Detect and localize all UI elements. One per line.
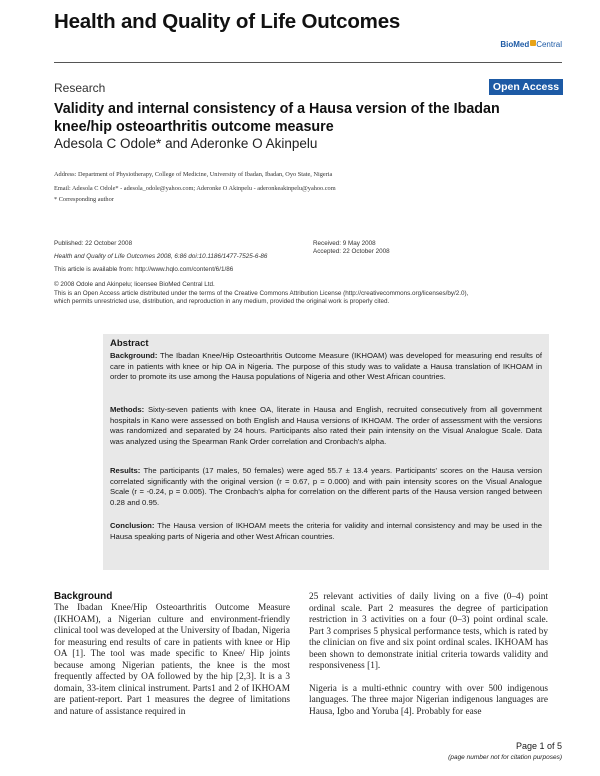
section-label: Research [54, 81, 106, 95]
citation: Health and Quality of Life Outcomes 2008, 6:86 doi:10.1186/1477-7525-6-86 [54, 253, 268, 260]
body-right-paragraph-2: Nigeria is a multi-ethnic country with over 500 indigenous languages. The three major Nigerian indigenous languages are Hausa, Igbo and Yoruba [4]. Probably for ease [309, 683, 548, 717]
abstract-background-label: Background: [110, 351, 158, 360]
article-url[interactable]: This article is available from: http://www.hqlo.com/content/6/1/86 [54, 266, 234, 273]
body-left-column [54, 603, 290, 718]
abstract-heading: Abstract [110, 338, 149, 349]
license-line1: This is an Open Access article distributed under the terms of the Creative Commons Attribution License (http://creativecommons.org/licenses/by/2.0), [54, 290, 469, 297]
background-heading: Background [54, 591, 113, 602]
abstract-results-label: Results: [110, 466, 141, 475]
abstract-background-text: The Ibadan Knee/Hip Osteoarthritis Outcome Measure (IKHOAM) was developed for measuring end results of care in patients with knee or hip OA in Nigeria. The purpose of this study was to validate a Hausa translation of IKHOAM in order to promote its use among the Hausa populations of Nigeria and other West African countries. [110, 351, 542, 382]
article-title [54, 100, 554, 136]
header-divider [54, 62, 562, 63]
body-right-paragraph-1: 25 relevant activities of daily living on a five (0–4) point ordinal scale. Part 2 measures the degree of participation restriction in 3 activities on a four (0–3) point ordinal scale. Part 3 comprises 5 physical performance tests, which is rated by the clinician on five and six point ordinal scales. IKHOAM has been shown to demonstrate initial criteria towards validity and responsiveness [1]. [309, 592, 548, 671]
authors: Adesola C Odole* and Aderonke O Akinpelu [54, 136, 318, 151]
corresponding-author: * Corresponding author [54, 196, 114, 203]
email-line: Email: Adesola C Odole* - adesola_odole@yahoo.com; Aderonke O Akinpelu - aderonkeakinpelu@yahoo.com [54, 185, 336, 192]
abstract-conclusion-text: The Hausa version of IKHOAM meets the criteria for validity and internal consistency and may be used in the Hausa speaking parts of Nigeria and other West African countries. [110, 521, 542, 541]
accepted-date: Accepted: 22 October 2008 [313, 248, 390, 255]
abstract-methods-text: Sixty-seven patients with knee OA, literate in Hausa and English, recruited consecutively from all government hospitals in Kano were assessed on both English and Hausa versions of IKHOAM. The order of assessment with the versions was randomized and separated by 24 hours. Participants also rated their pain intensity on the Visual Analogue Scale. Data was analyzed using the Spearman Rank Order correlation and Cronbach's alpha. [110, 405, 542, 446]
journal-title: Health and Quality of Life Outcomes [54, 10, 401, 33]
license-line2: which permits unrestricted use, distribution, and reproduction in any medium, provided the original work is properly cited. [54, 298, 390, 305]
publisher-logo-central: Central [536, 40, 562, 49]
received-date: Received: 9 May 2008 [313, 240, 376, 247]
page-note: (page number not for citation purposes) [448, 754, 562, 761]
open-access-badge: Open Access [489, 79, 563, 95]
abstract-results [110, 466, 542, 508]
address: Address: Department of Physiotherapy, College of Medicine, University of Ibadan, Ibadan, Oyo State, Nigeria [54, 171, 333, 178]
abstract-background [110, 351, 542, 383]
body-right-column [309, 592, 548, 718]
abstract-methods [110, 405, 542, 447]
abstract-results-text: The participants (17 males, 50 females) were aged 55.7 ± 13.4 years. Participants' scores on the Hausa version correlated significantly with the original version (r = 0.67, p = 0.000) and with pain intensity scores on the Visual Analogue Scale (r = -0.24, p = 0.005). The Cronbach's alpha for correlation on the different parts of the Hausa version ranged between 0.28 and 0.95. [110, 466, 542, 507]
article-title-line2: knee/hip osteoarthritis outcome measure [54, 119, 334, 135]
publisher-logo-bio: BioMed [500, 40, 530, 49]
copyright: © 2008 Odole and Akinpelu; licensee BioMed Central Ltd. [54, 281, 215, 288]
abstract-conclusion [110, 521, 542, 542]
abstract-methods-label: Methods: [110, 405, 145, 414]
publisher-logo [500, 40, 562, 49]
body-left-paragraph: The Ibadan Knee/Hip Osteoarthritis Outcome Measure (IKHOAM), a Nigerian culture and environment-friendly clinical tool was developed at the University of Ibadan, Nigeria for measuring end results of care in patients with knee or Hip OA [1]. The tool was made specific to Knee/ Hip joints because among Nigerian patients, the knee is the most frequently affected by OA followed by the hip [2,3]. It is a 3 domain, 33-item clinical instrument. Parts1 and 2 of IKHOAM are patient-report. Part 1 measures the degree of limitations and nature of assistance required in [54, 603, 290, 717]
abstract-conclusion-label: Conclusion: [110, 521, 155, 530]
published-date: Published: 22 October 2008 [54, 240, 133, 247]
article-title-line1: Validity and internal consistency of a Hausa version of the Ibadan [54, 101, 500, 117]
page-number: Page 1 of 5 [515, 741, 562, 751]
